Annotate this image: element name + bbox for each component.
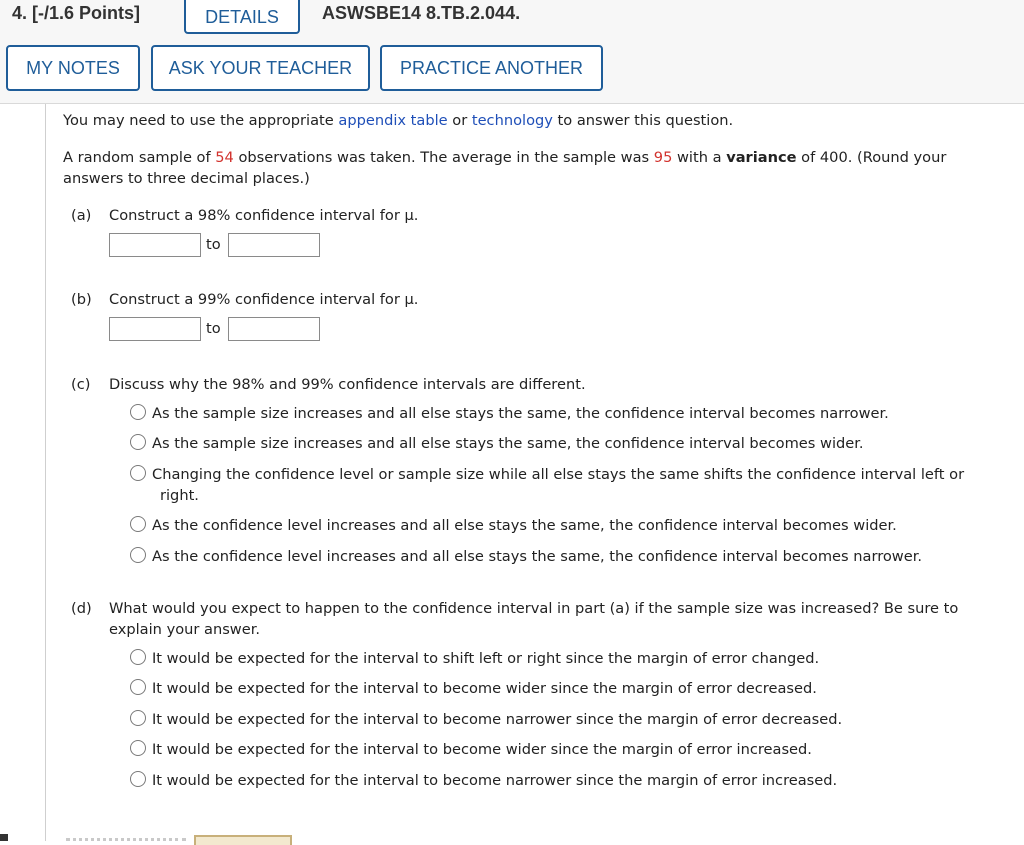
option-label: It would be expected for the interval to become wider since the margin of error increased. [152,741,812,758]
option-label: As the confidence level increases and all else stays the same, the confidence interval becomes wider. [152,517,897,534]
option-label: It would be expected for the interval to become narrower since the margin of error increased. [152,772,838,789]
radio-button[interactable] [130,434,146,450]
question-number: 4. [-/1.6 Points] [12,3,141,23]
practice-another-button[interactable]: PRACTICE ANOTHER [380,45,603,91]
part-d-label: (d) [71,600,92,617]
radio-button[interactable] [130,740,146,756]
appendix-table-link[interactable]: appendix table [338,112,448,129]
radio-button[interactable] [130,771,146,787]
part-d-prompt-line2: explain your answer. [109,621,261,638]
sample-mean-value: 95 [653,149,673,166]
intro-text: You may need to use the appropriate appendix table or technology to answer this question. [63,112,734,129]
radio-button[interactable] [130,710,146,726]
part-b-label: (b) [71,291,92,308]
problem-statement-line2: answers to three decimal places.) [63,170,310,187]
page-corner [0,834,8,841]
part-a-to-label: to [206,236,221,253]
radio-button[interactable] [130,404,146,420]
part-b-upper-input[interactable] [228,317,320,341]
option-label: As the sample size increases and all else stays the same, the confidence interval becomes narrower. [152,405,889,422]
option-label: It would be expected for the interval to shift left or right since the margin of error changed. [152,650,820,667]
option-label: Changing the confidence level or sample size while all else stays the same shifts the confidence interval left or [152,466,965,483]
part-b-prompt: Construct a 99% confidence interval for μ. [109,291,419,308]
part-c-prompt: Discuss why the 98% and 99% confidence intervals are different. [109,376,586,393]
truncated-footer-text [66,838,186,844]
my-notes-button[interactable]: MY NOTES [6,45,140,91]
radio-button[interactable] [130,516,146,532]
ask-your-teacher-button[interactable]: ASK YOUR TEACHER [151,45,370,91]
part-c-option-3-continuation: right. [160,487,199,504]
radio-button[interactable] [130,465,146,481]
radio-button[interactable] [130,547,146,563]
sample-size-value: 54 [215,149,234,166]
question-body [45,104,1024,841]
part-a-upper-input[interactable] [228,233,320,257]
option-label: As the sample size increases and all else stays the same, the confidence interval becomes wider. [152,435,864,452]
part-a-prompt: Construct a 98% confidence interval for μ. [109,207,419,224]
radio-button[interactable] [130,649,146,665]
part-b-to-label: to [206,320,221,337]
variance-term: variance [726,149,797,166]
part-b-lower-input[interactable] [109,317,201,341]
part-d-prompt: What would you expect to happen to the confidence interval in part (a) if the sample size was increased? Be sure to [109,600,959,617]
details-button[interactable]: DETAILS [184,0,300,34]
part-c-label: (c) [71,376,91,393]
part-a-label: (a) [71,207,92,224]
technology-link[interactable]: technology [471,112,553,129]
submit-button-partial[interactable] [194,835,292,845]
option-label: As the confidence level increases and all else stays the same, the confidence interval becomes narrower. [152,548,923,565]
option-label: It would be expected for the interval to become wider since the margin of error decreased. [152,680,817,697]
option-label: It would be expected for the interval to become narrower since the margin of error decreased. [152,711,843,728]
part-a-lower-input[interactable] [109,233,201,257]
question-header [0,0,1024,104]
radio-button[interactable] [130,679,146,695]
question-code: ASWSBE14 8.TB.2.044. [322,3,521,23]
problem-statement: A random sample of 54 observations was taken. The average in the sample was 95 with a variance of 400. (Round your [63,149,947,166]
